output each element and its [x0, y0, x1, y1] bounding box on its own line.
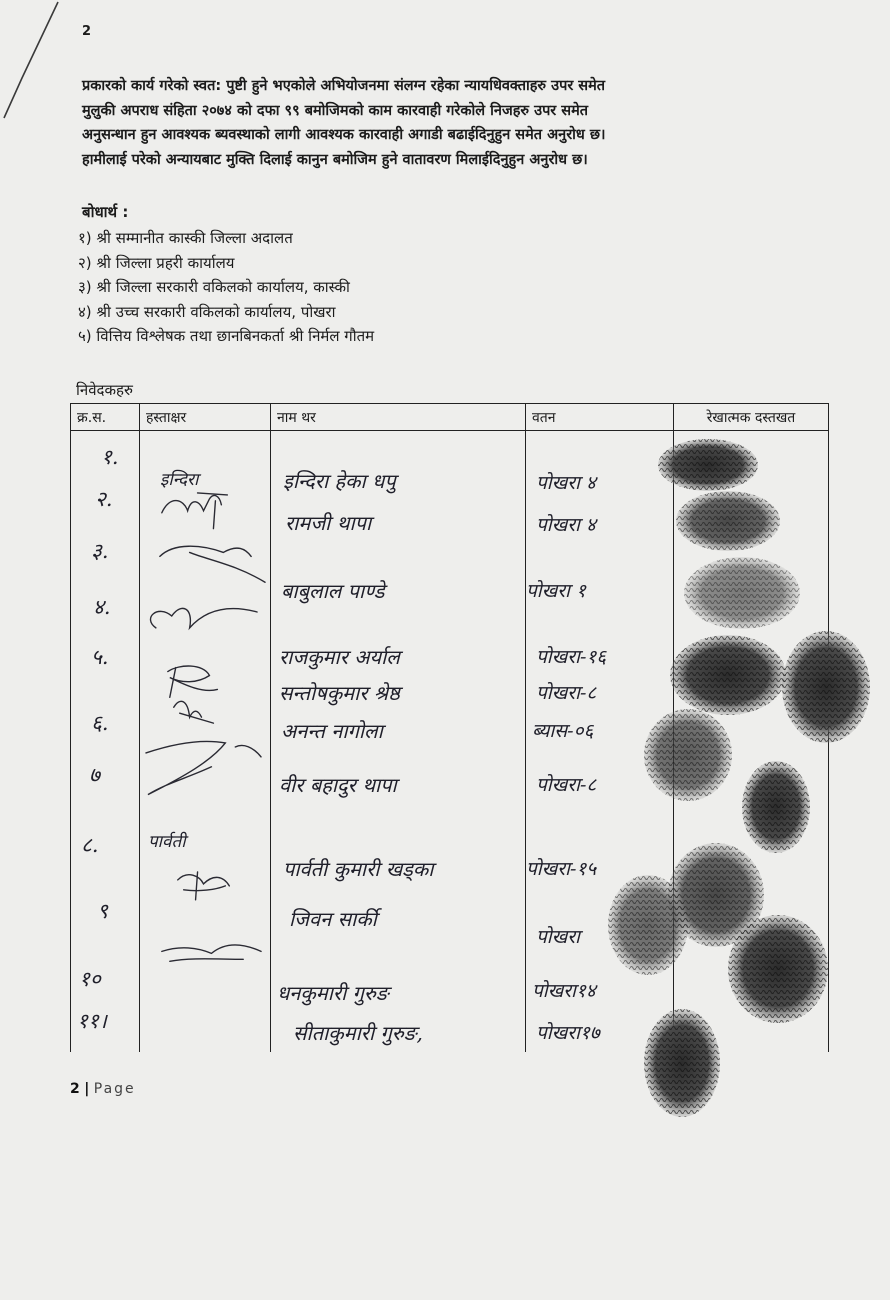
paragraph-line: मुलुकी अपराध संहिता २०७४ को दफा ९९ बमोजिमको काम कारवाही गरेकोले निजहरु उपर समेत — [82, 102, 589, 119]
request-paragraph — [82, 74, 812, 172]
page-footer — [70, 1081, 136, 1097]
fingerprint-7 — [742, 761, 810, 853]
applicant-address: पोखरा-१६ — [536, 646, 607, 668]
serial-number: १० — [79, 967, 101, 991]
applicant-name: बाबुलाल पाण्डे — [281, 579, 385, 603]
serial-number: २. — [95, 487, 113, 511]
serial-number: ४. — [93, 595, 111, 619]
applicant-address: पोखरा ४ — [536, 472, 596, 494]
serial-number: १. — [101, 445, 119, 469]
applicant-address: पोखरा१७ — [536, 1022, 600, 1044]
applicant-name: पार्वती कुमारी खड्का — [283, 857, 434, 881]
applicant-address: पोखरा-१५ — [526, 858, 597, 880]
header-address: वतन — [526, 404, 674, 431]
applicants-label: निवेदकहरु — [76, 381, 133, 399]
applicant-name: वीर बहादुर थापा — [279, 773, 397, 797]
serial-number: ७ — [89, 763, 100, 787]
fingerprint-11 — [644, 1009, 720, 1117]
cc-list — [78, 226, 374, 349]
cc-item: २) श्री जिल्ला प्रहरी कार्यालय — [78, 253, 235, 272]
signature-handwritten: इन्दिरा — [160, 470, 199, 490]
fingerprint-5 — [782, 631, 870, 743]
footer-separator: | — [84, 1081, 90, 1097]
paragraph-line: अनुसन्धान हुन आवश्यक ब्यवस्थाको लागी आवश्यक कारवाही अगाडी बढाईदिनुहुन समेत अनुरोध छ। — [82, 127, 606, 143]
serial-column — [71, 431, 140, 1053]
signature-column — [140, 431, 271, 1053]
serial-number: ५. — [91, 645, 109, 669]
applicant-address: पोखरा-८ — [536, 774, 597, 796]
paragraph-line: हामीलाई परेको अन्यायबाट मुक्ति दिलाई कानुन बमोजिम हुने वातावरण मिलाईदिनुहुन अनुरोध छ। — [82, 151, 588, 168]
applicant-name: अनन्त नागोला — [281, 719, 383, 743]
applicant-name: धनकुमारी गुरुङ — [277, 981, 389, 1005]
applicant-name: जिवन सार्की — [289, 907, 377, 931]
applicant-name: इन्दिरा हेका धपु — [283, 469, 396, 493]
fingerprint-6 — [644, 709, 732, 801]
applicant-name: राजकुमार अर्याल — [279, 645, 400, 669]
cc-item: ५) वित्तिय विश्लेषक तथा छानबिनकर्ता श्री निर्मल गौतम — [78, 327, 375, 345]
footer-page-number: 2 — [70, 1081, 80, 1097]
fingerprint-1 — [658, 439, 758, 491]
fingerprint-4 — [670, 635, 786, 715]
header-signature: हस्ताक्षर — [140, 404, 271, 431]
header-serial: क्र.स. — [71, 404, 140, 431]
applicant-address: ब्यास-०६ — [532, 720, 594, 742]
serial-number: ९ — [97, 899, 108, 923]
applicant-name: सन्तोषकुमार श्रेष्ठ — [279, 681, 400, 705]
cc-item: ३) श्री जिल्ला सरकारी वकिलको कार्यालय, कास्की — [78, 278, 350, 296]
applicant-address: पोखरा ४ — [536, 514, 596, 536]
serial-number: ६. — [91, 711, 109, 735]
fingerprint-10 — [728, 915, 828, 1023]
applicant-name: सीताकुमारी गुरुङ, — [293, 1021, 423, 1045]
fingerprint-2 — [676, 491, 780, 551]
applicant-address: पोखरा — [536, 926, 580, 948]
fingerprint-3 — [684, 557, 800, 629]
serial-number: ८. — [81, 833, 99, 857]
applicant-address: पोखरा १ — [526, 580, 586, 602]
applicant-address: पोखरा-८ — [536, 682, 597, 704]
signature-handwritten: पार्वती — [148, 832, 186, 852]
fingerprint-9 — [608, 875, 688, 975]
applicant-address: पोखरा१४ — [532, 980, 596, 1002]
paragraph-line: प्रकारको कार्य गरेको स्वत: पुष्टी हुने भएकोले अभियोजनमा संलग्न रहेका न्यायधिवक्ताहरु उपर समेत — [82, 78, 606, 94]
footer-page-label: Page — [93, 1081, 136, 1097]
cc-heading: बोधार्थ : — [82, 203, 129, 221]
handwritten-signatures — [140, 431, 270, 1052]
cc-item: १) श्री सम्मानीत कास्की जिल्ला अदालत — [78, 229, 293, 247]
name-column — [271, 431, 526, 1053]
applicant-name: रामजी थापा — [285, 511, 372, 535]
page-number: 2 — [82, 24, 92, 39]
fingerprint-impressions — [600, 425, 890, 1125]
serial-number: ११। — [77, 1009, 107, 1033]
cc-item: ४) श्री उच्च सरकारी वकिलको कार्यालय, पोखरा — [78, 302, 336, 321]
header-fingerprint: रेखात्मक दस्तखत — [674, 404, 829, 431]
page-fold-crease — [0, 0, 70, 130]
serial-number: ३. — [91, 539, 109, 563]
header-name: नाम थर — [271, 404, 526, 431]
